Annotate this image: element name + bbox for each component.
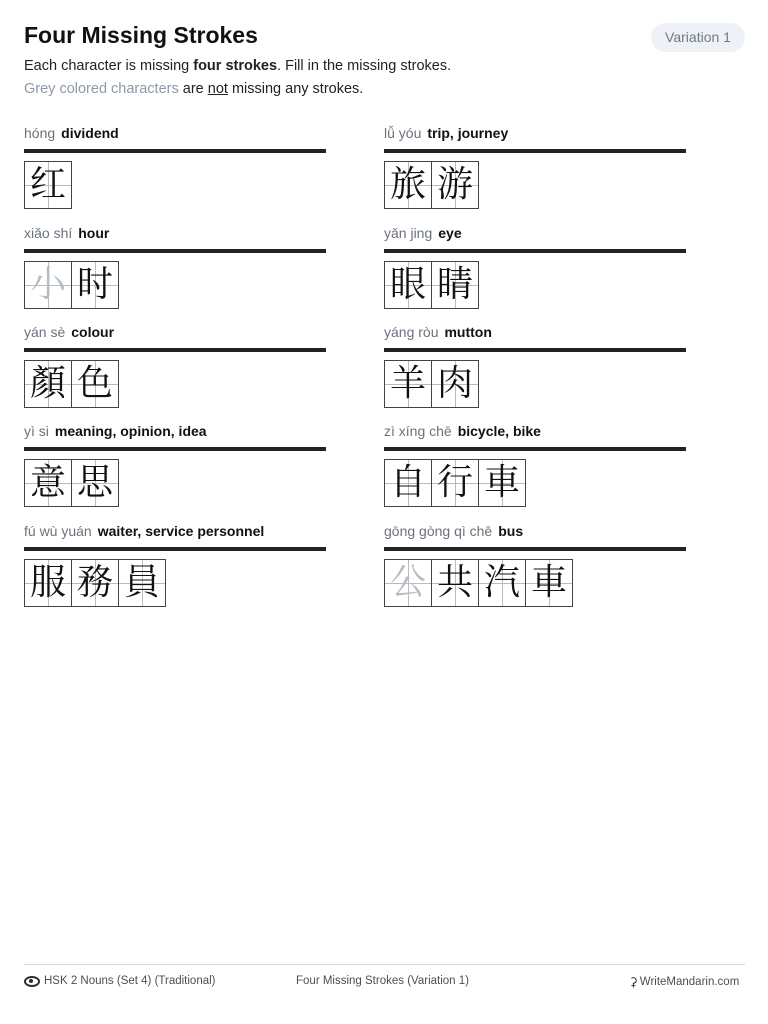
character-boxes bbox=[24, 459, 118, 507]
variation-badge[interactable]: Variation 1 bbox=[651, 23, 745, 52]
vocab-entry bbox=[24, 523, 326, 607]
meaning: meaning, opinion, idea bbox=[54, 423, 207, 439]
character-box[interactable] bbox=[384, 559, 432, 607]
character: 时 bbox=[76, 264, 113, 305]
footer-left bbox=[24, 975, 216, 987]
pinyin: gōng gòng qì chē bbox=[384, 523, 493, 539]
divider bbox=[24, 249, 326, 253]
pinyin: fú wù yuán bbox=[24, 523, 92, 539]
divider bbox=[384, 547, 686, 551]
character: 自 bbox=[389, 462, 426, 503]
pinyin: xiǎo shí bbox=[24, 225, 73, 241]
character: 車 bbox=[530, 562, 567, 603]
character: 羊 bbox=[389, 363, 426, 404]
brand-icon: ⚳ bbox=[629, 975, 638, 989]
instruction-line-1 bbox=[24, 58, 451, 74]
character-box[interactable] bbox=[71, 559, 119, 607]
character-box[interactable] bbox=[384, 261, 432, 309]
character: 意 bbox=[29, 462, 66, 503]
footer-center: Four Missing Strokes (Variation 1) bbox=[296, 975, 469, 987]
character-box[interactable] bbox=[431, 360, 479, 408]
divider bbox=[24, 547, 326, 551]
character: 共 bbox=[436, 562, 473, 603]
character-boxes bbox=[384, 459, 525, 507]
divider bbox=[384, 447, 686, 451]
instruction-text: missing any strokes. bbox=[227, 81, 364, 97]
pinyin: lǚ yóu bbox=[384, 125, 422, 141]
vocab-entry bbox=[24, 324, 326, 408]
character-box[interactable] bbox=[24, 360, 72, 408]
instruction-underline: not bbox=[207, 81, 228, 97]
character: 行 bbox=[436, 462, 473, 503]
meaning: dividend bbox=[61, 125, 119, 141]
worksheet-set-name: HSK 2 Nouns (Set 4) (Traditional) bbox=[44, 975, 216, 987]
character-box[interactable] bbox=[525, 559, 573, 607]
vocab-entry bbox=[24, 225, 326, 309]
pinyin: zì xíng chē bbox=[384, 423, 452, 439]
character-box[interactable] bbox=[384, 360, 432, 408]
character-boxes bbox=[384, 161, 478, 209]
grey-characters-note: Grey colored characters bbox=[24, 81, 179, 97]
vocab-entry bbox=[384, 225, 686, 309]
character: 車 bbox=[483, 462, 520, 503]
character-box[interactable] bbox=[431, 459, 479, 507]
vocab-entry bbox=[384, 125, 686, 209]
meaning: waiter, service personnel bbox=[97, 523, 265, 539]
character-box[interactable] bbox=[478, 559, 526, 607]
character: 旅 bbox=[389, 164, 426, 205]
character-box[interactable] bbox=[71, 459, 119, 507]
character-box[interactable] bbox=[431, 559, 479, 607]
vocab-entry bbox=[24, 423, 326, 507]
vocab-entry bbox=[24, 125, 326, 209]
meaning: mutton bbox=[444, 324, 492, 340]
meaning: bus bbox=[498, 523, 524, 539]
site-link[interactable]: WriteMandarin.com bbox=[639, 976, 740, 988]
character: 游 bbox=[436, 164, 473, 205]
character-boxes bbox=[384, 261, 478, 309]
character: 小 bbox=[29, 264, 66, 305]
character: 肉 bbox=[436, 363, 473, 404]
pinyin: hóng bbox=[24, 125, 56, 141]
character-box[interactable] bbox=[71, 360, 119, 408]
eye-icon bbox=[24, 976, 40, 987]
divider bbox=[384, 348, 686, 352]
character-boxes bbox=[24, 559, 165, 607]
vocab-entry bbox=[384, 523, 686, 607]
character-box[interactable] bbox=[431, 161, 479, 209]
character-boxes bbox=[24, 161, 71, 209]
divider bbox=[24, 447, 326, 451]
character-box[interactable] bbox=[118, 559, 166, 607]
footer-divider bbox=[24, 964, 745, 965]
character-boxes bbox=[24, 360, 118, 408]
instruction-text: are bbox=[178, 81, 208, 97]
character: 色 bbox=[76, 363, 113, 404]
pinyin: yán sè bbox=[24, 324, 66, 340]
vocab-entry bbox=[384, 423, 686, 507]
character-box[interactable] bbox=[478, 459, 526, 507]
instruction-emphasis: four strokes bbox=[193, 58, 278, 74]
page-title: Four Missing Strokes bbox=[24, 22, 258, 48]
pinyin: yì si bbox=[24, 423, 49, 439]
divider bbox=[24, 348, 326, 352]
instruction-text: . Fill in the missing strokes. bbox=[277, 58, 452, 74]
instruction-line-2 bbox=[24, 81, 363, 97]
character-box[interactable] bbox=[384, 459, 432, 507]
character-box[interactable] bbox=[431, 261, 479, 309]
divider bbox=[24, 149, 326, 153]
character: 務 bbox=[76, 562, 113, 603]
divider bbox=[384, 249, 686, 253]
pinyin: yǎn jing bbox=[384, 225, 433, 241]
divider bbox=[384, 149, 686, 153]
character: 睛 bbox=[436, 264, 473, 305]
character: 顏 bbox=[29, 363, 66, 404]
character: 汽 bbox=[483, 562, 520, 603]
character-boxes bbox=[24, 261, 118, 309]
character-box[interactable] bbox=[24, 559, 72, 607]
meaning: eye bbox=[438, 225, 462, 241]
character-box[interactable] bbox=[24, 459, 72, 507]
pinyin: yáng ròu bbox=[384, 324, 439, 340]
character-boxes bbox=[384, 559, 572, 607]
meaning: bicycle, bike bbox=[457, 423, 541, 439]
meaning: colour bbox=[71, 324, 115, 340]
character-box[interactable] bbox=[24, 161, 72, 209]
character-boxes bbox=[384, 360, 478, 408]
character-box[interactable] bbox=[71, 261, 119, 309]
character: 公 bbox=[389, 562, 426, 603]
vocab-entry bbox=[384, 324, 686, 408]
character: 員 bbox=[123, 562, 160, 603]
character: 服 bbox=[29, 562, 66, 603]
character-box[interactable] bbox=[24, 261, 72, 309]
character: 思 bbox=[76, 462, 113, 503]
character-box[interactable] bbox=[384, 161, 432, 209]
character: 眼 bbox=[389, 264, 426, 305]
meaning: trip, journey bbox=[427, 125, 509, 141]
meaning: hour bbox=[78, 225, 110, 241]
instruction-text: Each character is missing bbox=[24, 58, 194, 74]
character: 红 bbox=[29, 164, 66, 205]
footer-right[interactable] bbox=[629, 975, 739, 989]
